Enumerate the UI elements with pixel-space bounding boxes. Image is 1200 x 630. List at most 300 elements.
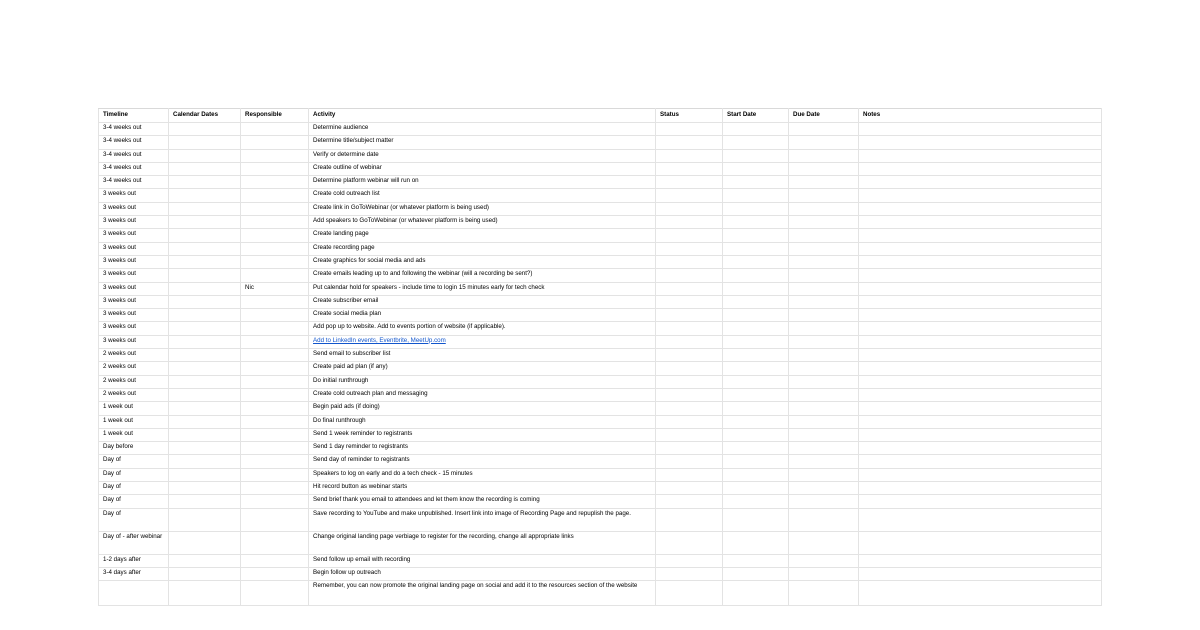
cell-calendar-dates[interactable]	[169, 362, 241, 375]
cell-responsible[interactable]	[241, 269, 309, 282]
table-row	[99, 415, 1102, 428]
cell-timeline[interactable]: 3 weeks out	[99, 309, 169, 322]
cell-timeline[interactable]: 3 weeks out	[99, 295, 169, 308]
table-row	[99, 428, 1102, 441]
cell-due-date[interactable]	[789, 468, 859, 481]
cell-calendar-dates[interactable]	[169, 428, 241, 441]
cell-start-date[interactable]	[723, 531, 789, 554]
table-row	[99, 189, 1102, 202]
cell-due-date[interactable]	[789, 189, 859, 202]
cell-due-date[interactable]	[789, 295, 859, 308]
cell-start-date[interactable]	[723, 428, 789, 441]
cell-activity[interactable]: Create subscriber email	[309, 295, 656, 308]
cell-activity[interactable]: Send follow up email with recording	[309, 554, 656, 567]
cell-timeline[interactable]: Day of - after webinar	[99, 531, 169, 554]
cell-activity[interactable]: Speakers to log on early and do a tech check - 15 minutes	[309, 468, 656, 481]
cell-calendar-dates[interactable]	[169, 402, 241, 415]
cell-activity[interactable]: Add pop up to website. Add to events portion of website (if applicable).	[309, 322, 656, 335]
cell-status[interactable]	[656, 415, 723, 428]
cell-status[interactable]	[656, 442, 723, 455]
cell-start-date[interactable]	[723, 189, 789, 202]
cell-due-date[interactable]	[789, 123, 859, 136]
cell-start-date[interactable]	[723, 162, 789, 175]
cell-start-date[interactable]	[723, 269, 789, 282]
table-row	[99, 362, 1102, 375]
cell-status[interactable]	[656, 468, 723, 481]
cell-calendar-dates[interactable]	[169, 442, 241, 455]
cell-status[interactable]	[656, 362, 723, 375]
cell-timeline[interactable]: 3 weeks out	[99, 216, 169, 229]
cell-notes[interactable]	[859, 531, 1102, 554]
cell-timeline[interactable]: 2 weeks out	[99, 375, 169, 388]
cell-activity[interactable]: Remember, you can now promote the original landing page on social and add it to the resources section of the website	[309, 581, 656, 606]
cell-activity[interactable]: Save recording to YouTube and make unpublished. Insert link into image of Recording Page and repuplish the page.	[309, 508, 656, 531]
column-header-status[interactable]: Status	[656, 109, 723, 123]
cell-status[interactable]	[656, 531, 723, 554]
cell-timeline[interactable]: 3 weeks out	[99, 322, 169, 335]
cell-start-date[interactable]	[723, 508, 789, 531]
cell-notes[interactable]	[859, 136, 1102, 149]
cell-status[interactable]	[656, 255, 723, 268]
column-header-responsible[interactable]: Responsible	[241, 109, 309, 123]
activity-hyperlink[interactable]: Add to LinkedIn events, Eventbrite, MeetUp.com	[313, 336, 446, 344]
cell-timeline[interactable]: 3 weeks out	[99, 229, 169, 242]
cell-timeline[interactable]: 3 weeks out	[99, 282, 169, 295]
cell-due-date[interactable]	[789, 349, 859, 362]
column-header-notes[interactable]: Notes	[859, 109, 1102, 123]
cell-start-date[interactable]	[723, 322, 789, 335]
cell-start-date[interactable]	[723, 455, 789, 468]
cell-due-date[interactable]	[789, 136, 859, 149]
cell-calendar-dates[interactable]	[169, 149, 241, 162]
cell-calendar-dates[interactable]	[169, 136, 241, 149]
cell-notes[interactable]	[859, 335, 1102, 348]
cell-responsible[interactable]	[241, 242, 309, 255]
cell-activity[interactable]: Verify or determine date	[309, 149, 656, 162]
cell-responsible[interactable]	[241, 415, 309, 428]
cell-status[interactable]	[656, 455, 723, 468]
cell-activity[interactable]: Begin paid ads (if doing)	[309, 402, 656, 415]
cell-notes[interactable]	[859, 567, 1102, 580]
cell-timeline[interactable]: 1 week out	[99, 402, 169, 415]
cell-notes[interactable]	[859, 123, 1102, 136]
cell-notes[interactable]	[859, 455, 1102, 468]
cell-status[interactable]	[656, 508, 723, 531]
cell-notes[interactable]	[859, 349, 1102, 362]
cell-due-date[interactable]	[789, 202, 859, 215]
cell-due-date[interactable]	[789, 402, 859, 415]
cell-activity[interactable]: Create paid ad plan (if any)	[309, 362, 656, 375]
cell-activity[interactable]: Begin follow up outreach	[309, 567, 656, 580]
webinar-checklist-table	[98, 108, 1102, 606]
cell-timeline[interactable]: Day of	[99, 468, 169, 481]
cell-notes[interactable]	[859, 428, 1102, 441]
cell-activity[interactable]: Send 1 week reminder to registrants	[309, 428, 656, 441]
cell-timeline[interactable]: 3-4 weeks out	[99, 176, 169, 189]
cell-responsible[interactable]	[241, 531, 309, 554]
cell-activity[interactable]: Determine title/subject matter	[309, 136, 656, 149]
cell-start-date[interactable]	[723, 442, 789, 455]
table-row	[99, 468, 1102, 481]
cell-activity[interactable]: Send day of reminder to registrants	[309, 455, 656, 468]
cell-status[interactable]	[656, 189, 723, 202]
cell-start-date[interactable]	[723, 415, 789, 428]
cell-status[interactable]	[656, 162, 723, 175]
cell-notes[interactable]	[859, 269, 1102, 282]
cell-notes[interactable]	[859, 309, 1102, 322]
cell-notes[interactable]	[859, 322, 1102, 335]
cell-start-date[interactable]	[723, 362, 789, 375]
cell-calendar-dates[interactable]	[169, 508, 241, 531]
table-row	[99, 295, 1102, 308]
cell-activity[interactable]	[309, 335, 656, 348]
cell-status[interactable]	[656, 269, 723, 282]
cell-timeline[interactable]: Day before	[99, 442, 169, 455]
cell-due-date[interactable]	[789, 428, 859, 441]
cell-notes[interactable]	[859, 442, 1102, 455]
cell-activity[interactable]: Send email to subscriber list	[309, 349, 656, 362]
cell-calendar-dates[interactable]	[169, 567, 241, 580]
cell-due-date[interactable]	[789, 269, 859, 282]
cell-timeline[interactable]: 1-2 days after	[99, 554, 169, 567]
header-row	[99, 109, 1102, 123]
table-row	[99, 309, 1102, 322]
cell-activity[interactable]: Send 1 day reminder to registrants	[309, 442, 656, 455]
cell-responsible[interactable]	[241, 468, 309, 481]
cell-start-date[interactable]	[723, 581, 789, 606]
cell-due-date[interactable]	[789, 242, 859, 255]
cell-start-date[interactable]	[723, 402, 789, 415]
cell-timeline[interactable]: 1 week out	[99, 415, 169, 428]
cell-notes[interactable]	[859, 375, 1102, 388]
cell-notes[interactable]	[859, 508, 1102, 531]
cell-responsible[interactable]	[241, 388, 309, 401]
cell-timeline[interactable]: 3 weeks out	[99, 242, 169, 255]
table-header	[99, 109, 1102, 123]
cell-due-date[interactable]	[789, 581, 859, 606]
cell-status[interactable]	[656, 581, 723, 606]
cell-calendar-dates[interactable]	[169, 229, 241, 242]
cell-timeline[interactable]: Day of	[99, 482, 169, 495]
cell-notes[interactable]	[859, 554, 1102, 567]
cell-activity[interactable]: Do initial runthrough	[309, 375, 656, 388]
cell-start-date[interactable]	[723, 255, 789, 268]
cell-start-date[interactable]	[723, 482, 789, 495]
cell-notes[interactable]	[859, 282, 1102, 295]
column-header-activity[interactable]: Activity	[309, 109, 656, 123]
cell-notes[interactable]	[859, 242, 1102, 255]
cell-status[interactable]	[656, 495, 723, 508]
cell-calendar-dates[interactable]	[169, 335, 241, 348]
cell-notes[interactable]	[859, 149, 1102, 162]
cell-start-date[interactable]	[723, 295, 789, 308]
cell-responsible[interactable]	[241, 295, 309, 308]
cell-activity[interactable]: Do final runthrough	[309, 415, 656, 428]
cell-activity[interactable]: Send brief thank you email to attendees and let them know the recording is coming	[309, 495, 656, 508]
cell-responsible[interactable]	[241, 581, 309, 606]
cell-status[interactable]	[656, 554, 723, 567]
cell-calendar-dates[interactable]	[169, 455, 241, 468]
cell-notes[interactable]	[859, 176, 1102, 189]
cell-activity[interactable]: Create social media plan	[309, 309, 656, 322]
cell-calendar-dates[interactable]	[169, 255, 241, 268]
cell-responsible[interactable]	[241, 335, 309, 348]
cell-status[interactable]	[656, 482, 723, 495]
cell-responsible[interactable]	[241, 322, 309, 335]
cell-due-date[interactable]	[789, 554, 859, 567]
cell-timeline[interactable]: 3-4 weeks out	[99, 162, 169, 175]
cell-responsible[interactable]: Nic	[241, 282, 309, 295]
cell-start-date[interactable]	[723, 229, 789, 242]
table-row	[99, 269, 1102, 282]
cell-activity[interactable]: Put calendar hold for speakers - include time to login 15 minutes early for tech check	[309, 282, 656, 295]
cell-start-date[interactable]	[723, 554, 789, 567]
cell-due-date[interactable]	[789, 255, 859, 268]
cell-activity[interactable]: Create outline of webinar	[309, 162, 656, 175]
cell-timeline[interactable]: 3 weeks out	[99, 335, 169, 348]
cell-start-date[interactable]	[723, 468, 789, 481]
cell-timeline[interactable]: 2 weeks out	[99, 349, 169, 362]
cell-notes[interactable]	[859, 581, 1102, 606]
cell-responsible[interactable]	[241, 455, 309, 468]
cell-calendar-dates[interactable]	[169, 202, 241, 215]
cell-calendar-dates[interactable]	[169, 189, 241, 202]
cell-calendar-dates[interactable]	[169, 388, 241, 401]
cell-status[interactable]	[656, 295, 723, 308]
cell-calendar-dates[interactable]	[169, 531, 241, 554]
cell-timeline[interactable]	[99, 581, 169, 606]
cell-calendar-dates[interactable]	[169, 349, 241, 362]
cell-start-date[interactable]	[723, 309, 789, 322]
cell-timeline[interactable]: 3 weeks out	[99, 202, 169, 215]
cell-responsible[interactable]	[241, 229, 309, 242]
cell-due-date[interactable]	[789, 455, 859, 468]
cell-status[interactable]	[656, 149, 723, 162]
cell-due-date[interactable]	[789, 216, 859, 229]
cell-start-date[interactable]	[723, 388, 789, 401]
cell-notes[interactable]	[859, 189, 1102, 202]
table-row	[99, 176, 1102, 189]
cell-responsible[interactable]	[241, 554, 309, 567]
cell-calendar-dates[interactable]	[169, 415, 241, 428]
cell-due-date[interactable]	[789, 415, 859, 428]
cell-timeline[interactable]: 3-4 weeks out	[99, 149, 169, 162]
cell-calendar-dates[interactable]	[169, 554, 241, 567]
cell-responsible[interactable]	[241, 428, 309, 441]
cell-responsible[interactable]	[241, 442, 309, 455]
cell-calendar-dates[interactable]	[169, 176, 241, 189]
cell-start-date[interactable]	[723, 567, 789, 580]
cell-notes[interactable]	[859, 295, 1102, 308]
cell-calendar-dates[interactable]	[169, 468, 241, 481]
cell-start-date[interactable]	[723, 136, 789, 149]
cell-responsible[interactable]	[241, 255, 309, 268]
cell-status[interactable]	[656, 567, 723, 580]
cell-status[interactable]	[656, 282, 723, 295]
cell-start-date[interactable]	[723, 242, 789, 255]
cell-responsible[interactable]	[241, 176, 309, 189]
cell-due-date[interactable]	[789, 442, 859, 455]
cell-calendar-dates[interactable]	[169, 581, 241, 606]
cell-due-date[interactable]	[789, 176, 859, 189]
cell-activity[interactable]: Create recording page	[309, 242, 656, 255]
cell-responsible[interactable]	[241, 202, 309, 215]
cell-due-date[interactable]	[789, 162, 859, 175]
cell-due-date[interactable]	[789, 362, 859, 375]
cell-responsible[interactable]	[241, 309, 309, 322]
cell-due-date[interactable]	[789, 375, 859, 388]
cell-activity[interactable]: Determine audience	[309, 123, 656, 136]
cell-responsible[interactable]	[241, 149, 309, 162]
cell-status[interactable]	[656, 402, 723, 415]
cell-notes[interactable]	[859, 229, 1102, 242]
cell-status[interactable]	[656, 428, 723, 441]
cell-activity[interactable]: Create link in GoToWebinar (or whatever platform is being used)	[309, 202, 656, 215]
cell-notes[interactable]	[859, 255, 1102, 268]
cell-calendar-dates[interactable]	[169, 375, 241, 388]
cell-calendar-dates[interactable]	[169, 242, 241, 255]
cell-timeline[interactable]: 3 weeks out	[99, 269, 169, 282]
cell-due-date[interactable]	[789, 229, 859, 242]
cell-notes[interactable]	[859, 402, 1102, 415]
cell-due-date[interactable]	[789, 282, 859, 295]
cell-timeline[interactable]: 3-4 days after	[99, 567, 169, 580]
cell-timeline[interactable]: Day of	[99, 455, 169, 468]
cell-due-date[interactable]	[789, 309, 859, 322]
cell-status[interactable]	[656, 349, 723, 362]
column-header-calendar-dates[interactable]: Calendar Dates	[169, 109, 241, 123]
cell-activity[interactable]: Change original landing page verbiage to register for the recording, change all appropriate links	[309, 531, 656, 554]
cell-responsible[interactable]	[241, 349, 309, 362]
cell-notes[interactable]	[859, 216, 1102, 229]
cell-due-date[interactable]	[789, 567, 859, 580]
cell-activity[interactable]: Add speakers to GoToWebinar (or whatever platform is being used)	[309, 216, 656, 229]
cell-activity[interactable]: Create cold outreach plan and messaging	[309, 388, 656, 401]
table-row	[99, 282, 1102, 295]
cell-status[interactable]	[656, 335, 723, 348]
cell-status[interactable]	[656, 322, 723, 335]
cell-status[interactable]	[656, 375, 723, 388]
cell-timeline[interactable]: 2 weeks out	[99, 362, 169, 375]
cell-start-date[interactable]	[723, 495, 789, 508]
cell-activity[interactable]: Hit record button as webinar starts	[309, 482, 656, 495]
cell-timeline[interactable]: 3 weeks out	[99, 255, 169, 268]
cell-responsible[interactable]	[241, 189, 309, 202]
table-row	[99, 442, 1102, 455]
column-header-due-date[interactable]: Due Date	[789, 109, 859, 123]
cell-responsible[interactable]	[241, 162, 309, 175]
cell-timeline[interactable]: 2 weeks out	[99, 388, 169, 401]
cell-due-date[interactable]	[789, 495, 859, 508]
table-row	[99, 388, 1102, 401]
cell-start-date[interactable]	[723, 176, 789, 189]
cell-calendar-dates[interactable]	[169, 495, 241, 508]
cell-status[interactable]	[656, 216, 723, 229]
cell-start-date[interactable]	[723, 123, 789, 136]
cell-responsible[interactable]	[241, 508, 309, 531]
cell-start-date[interactable]	[723, 335, 789, 348]
cell-calendar-dates[interactable]	[169, 309, 241, 322]
cell-calendar-dates[interactable]	[169, 322, 241, 335]
cell-status[interactable]	[656, 123, 723, 136]
cell-responsible[interactable]	[241, 567, 309, 580]
cell-timeline[interactable]: 1 week out	[99, 428, 169, 441]
cell-notes[interactable]	[859, 468, 1102, 481]
cell-start-date[interactable]	[723, 202, 789, 215]
cell-calendar-dates[interactable]	[169, 482, 241, 495]
cell-notes[interactable]	[859, 482, 1102, 495]
cell-notes[interactable]	[859, 362, 1102, 375]
table-row	[99, 149, 1102, 162]
cell-start-date[interactable]	[723, 149, 789, 162]
cell-responsible[interactable]	[241, 362, 309, 375]
cell-timeline[interactable]: 3 weeks out	[99, 189, 169, 202]
cell-timeline[interactable]: Day of	[99, 508, 169, 531]
cell-notes[interactable]	[859, 202, 1102, 215]
cell-responsible[interactable]	[241, 482, 309, 495]
cell-responsible[interactable]	[241, 402, 309, 415]
cell-responsible[interactable]	[241, 216, 309, 229]
cell-status[interactable]	[656, 202, 723, 215]
cell-activity[interactable]: Create cold outreach list	[309, 189, 656, 202]
cell-status[interactable]	[656, 176, 723, 189]
cell-status[interactable]	[656, 229, 723, 242]
cell-activity[interactable]: Create graphics for social media and ads	[309, 255, 656, 268]
cell-due-date[interactable]	[789, 335, 859, 348]
cell-responsible[interactable]	[241, 495, 309, 508]
cell-calendar-dates[interactable]	[169, 282, 241, 295]
cell-responsible[interactable]	[241, 123, 309, 136]
cell-timeline[interactable]: 3-4 weeks out	[99, 123, 169, 136]
cell-status[interactable]	[656, 388, 723, 401]
cell-start-date[interactable]	[723, 216, 789, 229]
cell-notes[interactable]	[859, 388, 1102, 401]
cell-calendar-dates[interactable]	[169, 216, 241, 229]
cell-calendar-dates[interactable]	[169, 162, 241, 175]
cell-responsible[interactable]	[241, 136, 309, 149]
cell-status[interactable]	[656, 136, 723, 149]
cell-due-date[interactable]	[789, 388, 859, 401]
cell-activity[interactable]: Create emails leading up to and following the webinar (will a recording be sent?)	[309, 269, 656, 282]
column-header-start-date[interactable]: Start Date	[723, 109, 789, 123]
cell-due-date[interactable]	[789, 149, 859, 162]
cell-calendar-dates[interactable]	[169, 295, 241, 308]
cell-responsible[interactable]	[241, 375, 309, 388]
cell-notes[interactable]	[859, 415, 1102, 428]
cell-start-date[interactable]	[723, 375, 789, 388]
cell-activity[interactable]: Create landing page	[309, 229, 656, 242]
cell-calendar-dates[interactable]	[169, 269, 241, 282]
cell-due-date[interactable]	[789, 531, 859, 554]
cell-calendar-dates[interactable]	[169, 123, 241, 136]
cell-status[interactable]	[656, 242, 723, 255]
table-row	[99, 495, 1102, 508]
cell-due-date[interactable]	[789, 508, 859, 531]
cell-timeline[interactable]: Day of	[99, 495, 169, 508]
cell-start-date[interactable]	[723, 282, 789, 295]
cell-activity[interactable]: Determine platform webinar will run on	[309, 176, 656, 189]
spreadsheet-container	[98, 108, 1101, 606]
table-row	[99, 508, 1102, 531]
column-header-timeline[interactable]: Timeline	[99, 109, 169, 123]
cell-notes[interactable]	[859, 162, 1102, 175]
cell-timeline[interactable]: 3-4 weeks out	[99, 136, 169, 149]
cell-status[interactable]	[656, 309, 723, 322]
cell-notes[interactable]	[859, 495, 1102, 508]
cell-due-date[interactable]	[789, 482, 859, 495]
cell-start-date[interactable]	[723, 349, 789, 362]
cell-due-date[interactable]	[789, 322, 859, 335]
